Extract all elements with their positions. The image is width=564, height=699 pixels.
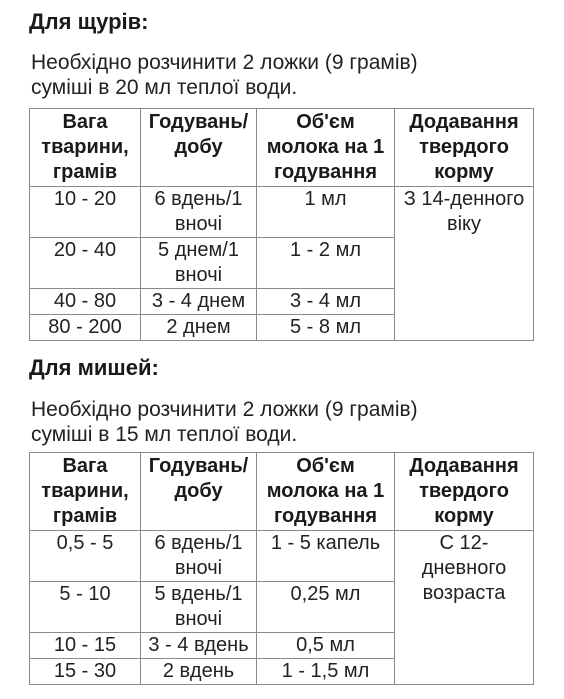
cell-weight: 40 - 80 [30,289,141,315]
header-line: корму [434,161,494,183]
cell-solid-food [395,531,534,685]
header-line: годування [273,161,378,183]
cell-line: дневного [421,557,507,579]
cell-weight: 10 - 15 [30,633,141,659]
cell-feedings: 2 вдень [141,659,257,685]
header-volume [257,109,395,187]
header-volume [257,453,395,531]
header-line: Об'єм [296,111,355,133]
cell-line: 5 днем/1 [158,239,239,261]
table-header-row [30,109,534,187]
cell-volume: 1 мл [257,187,395,238]
header-line: грамів [52,505,118,527]
mice-instruction-line: суміші в 15 мл теплої води. [31,423,298,446]
header-line: Об'єм [296,455,355,477]
cell-feedings [141,187,257,238]
header-line: годування [273,505,378,527]
header-line: добу [174,480,223,502]
cell-line: возраста [422,582,506,604]
mice-instruction-line: Необхідно розчинити 2 ложки (9 грамів) [31,398,418,421]
cell-line: 6 вдень/1 [154,532,243,554]
cell-weight: 80 - 200 [30,315,141,341]
cell-solid-food [395,187,534,341]
cell-line: С 12- [439,532,489,554]
header-feedings [141,453,257,531]
cell-volume: 0,5 мл [257,633,395,659]
table-row [30,187,534,238]
cell-volume: 1 - 5 капель [257,531,395,582]
cell-weight: 10 - 20 [30,187,141,238]
cell-weight: 5 - 10 [30,582,141,633]
cell-line: 5 вдень/1 [154,583,243,605]
cell-line: вночі [174,213,223,235]
rats-feeding-table [29,108,534,341]
header-line: молока на 1 [266,136,385,158]
cell-line: 6 вдень/1 [154,188,243,210]
cell-feedings: 2 днем [141,315,257,341]
cell-weight: 0,5 - 5 [30,531,141,582]
header-line: твердого [419,480,509,502]
rats-instruction [31,50,418,100]
cell-feedings: 3 - 4 днем [141,289,257,315]
mice-feeding-table [29,452,534,685]
header-line: грамів [52,161,118,183]
header-weight [30,453,141,531]
rats-heading: Для щурів: [29,9,149,34]
header-line: Годувань/ [148,111,249,133]
cell-line: віку [446,213,482,235]
header-line: молока на 1 [266,480,385,502]
header-solid-food [395,453,534,531]
header-line: корму [434,505,494,527]
cell-volume: 1 - 1,5 мл [257,659,395,685]
cell-weight: 20 - 40 [30,238,141,289]
table-row [30,531,534,582]
header-solid-food [395,109,534,187]
cell-line: вночі [174,608,223,630]
cell-line: З 14-денного [403,188,525,210]
cell-feedings: 3 - 4 вдень [141,633,257,659]
cell-feedings [141,582,257,633]
cell-volume: 5 - 8 мл [257,315,395,341]
header-line: Вага [62,455,108,477]
header-line: тварини, [41,136,129,158]
cell-weight: 15 - 30 [30,659,141,685]
header-line: Додавання [409,111,519,133]
header-line: добу [174,136,223,158]
mice-heading: Для мишей: [29,355,159,380]
rats-instruction-line: Необхідно розчинити 2 ложки (9 грамів) [31,51,418,74]
header-weight [30,109,141,187]
header-line: Вага [62,111,108,133]
cell-volume: 1 - 2 мл [257,238,395,289]
table-header-row [30,453,534,531]
cell-feedings [141,238,257,289]
rats-instruction-line: суміші в 20 мл теплої води. [31,76,298,99]
cell-volume: 3 - 4 мл [257,289,395,315]
cell-feedings [141,531,257,582]
mice-instruction [31,397,418,447]
header-line: тварини, [41,480,129,502]
cell-line: вночі [174,264,223,286]
header-line: твердого [419,136,509,158]
cell-line: вночі [174,557,223,579]
header-feedings [141,109,257,187]
header-line: Додавання [409,455,519,477]
header-line: Годувань/ [148,455,249,477]
cell-volume: 0,25 мл [257,582,395,633]
